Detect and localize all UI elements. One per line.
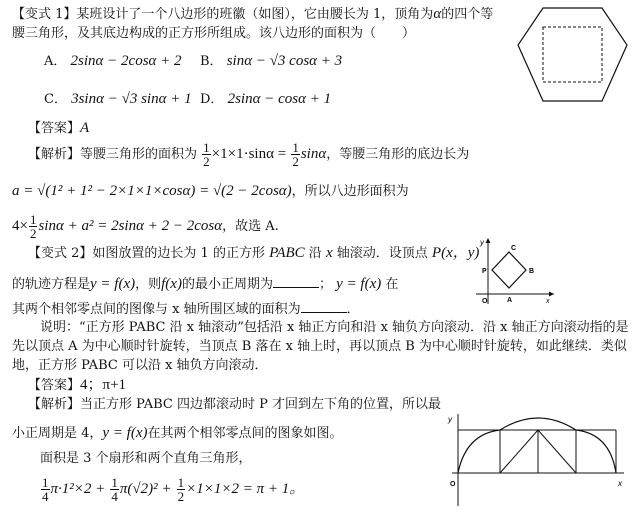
v1-text1-tail: 的四个等 bbox=[441, 7, 494, 22]
area-graph-figure bbox=[438, 410, 630, 510]
rotated-square bbox=[492, 252, 526, 288]
rolling-square-figure bbox=[474, 236, 556, 306]
x-arrow-icon bbox=[549, 292, 554, 297]
label-O-2: O bbox=[450, 481, 456, 488]
v1-line2: 腰三角形，及其底边构成的正方形所组成。该八边形的面积为（ ） bbox=[12, 26, 416, 41]
v1-tag: 【变式 1】 bbox=[12, 7, 77, 22]
label-P: P bbox=[482, 268, 487, 275]
label-x-2: x bbox=[618, 479, 622, 488]
v2-answer: 【答案】4；π+1 bbox=[28, 377, 127, 393]
arc-right bbox=[576, 430, 616, 473]
fraction-half-3: $\frac{1}{2}$ bbox=[29, 212, 37, 241]
v2-analysis3: 面积是 3 个扇形和两个直角三角形， bbox=[40, 451, 252, 466]
v1-analysis1: 【解析】等腰三角形的面积为 $\frac{1}{2}$ ×1×1·sinα = $\frac{1}{2}$ sinα，等腰三角形的底边长为 bbox=[28, 140, 470, 169]
v1-analysis3: 4× $\frac{1}{2}$ sinα + a² = 2sinα + 2 − 2cosα，故选 A. bbox=[12, 212, 279, 241]
option-c: C． 3sinα − √3 sinα + 1 bbox=[44, 91, 192, 107]
answer-blank-2 bbox=[301, 300, 347, 313]
v2-analysis1: 【解析】当正方形 PABC 四边都滚动时 P 才回到左下角的位置，所以最 bbox=[28, 397, 441, 412]
label-y-2: y bbox=[448, 415, 452, 424]
label-C: C bbox=[511, 245, 517, 252]
v2-line2: 的轨迹方程是y = f(x)，则f(x)的最小正周期为 ； y = f(x) 在 bbox=[12, 276, 399, 292]
octagon-outline bbox=[518, 8, 627, 101]
arc-left bbox=[458, 430, 500, 473]
v2-line1: 【变式 2】如图放置的边长为 1 的正方形 PABC 沿 x 轴滚动．设顶点 P(x，y) bbox=[28, 245, 480, 261]
fraction-half-2: $\frac{1}{2}$ bbox=[292, 140, 299, 169]
option-b: B． sinα − √3 cosα + 3 bbox=[200, 53, 343, 69]
fraction-half: $\frac{1}{2}$ bbox=[203, 140, 210, 169]
v1-line1 bbox=[12, 6, 493, 23]
v1-analysis2: a = √(1² + 1² − 2×1×1×cosα) = √(2 − 2cosα)，所以八边形面积为 bbox=[12, 183, 409, 199]
v2-note1: 说明：“正方形 PABC 沿 x 轴滚动”包括沿 x 轴正方向和沿 x 轴负方向滚动．沿 x 轴正方向滚动指的是 bbox=[40, 320, 629, 335]
octagon-figure bbox=[515, 5, 630, 105]
y-arrow-icon bbox=[486, 238, 491, 243]
answer-blank-1 bbox=[273, 275, 319, 288]
label-y: y bbox=[480, 238, 484, 247]
v1-text1: 某班设计了一个八边形的班徽（如图），它由腰长为 1，顶角为 bbox=[76, 7, 434, 22]
option-a: A． 2sinα − 2cosα + 2 bbox=[44, 53, 182, 69]
arc-middle bbox=[500, 418, 576, 430]
v1-answer: 【答案】A bbox=[28, 120, 90, 136]
v2-note3: 地，正方形 PABC 可以沿 x 轴负方向滚动． bbox=[12, 358, 268, 373]
label-x: x bbox=[546, 298, 550, 305]
alpha-symbol: α bbox=[433, 6, 442, 22]
v2-final-formula: $\frac{1}{4}$ π·1²×2 + $\frac{1}{4}$ π(√2)² + $\frac{1}{2}$ ×1×1×2 = π + 1。 bbox=[42, 475, 305, 504]
label-B: B bbox=[529, 268, 535, 275]
option-d: D． 2sinα − cosα + 1 bbox=[200, 91, 332, 107]
v2-line3: 其两个相邻零点间的图像与 x 轴所围区域的面积为 ． bbox=[12, 302, 360, 317]
v2-analysis2: 小正周期是 4，y = f(x)在其两个相邻零点间的图象如图。 bbox=[12, 425, 343, 441]
label-A: A bbox=[507, 297, 513, 304]
label-O: O bbox=[482, 298, 488, 305]
v2-note2: 先以顶点 A 为中心顺时针旋转，当顶点 B 落在 x 轴上时，再以顶点 B 为中心顺时针旋转，如此继续．类似 bbox=[12, 339, 627, 354]
inner-square bbox=[543, 27, 602, 82]
